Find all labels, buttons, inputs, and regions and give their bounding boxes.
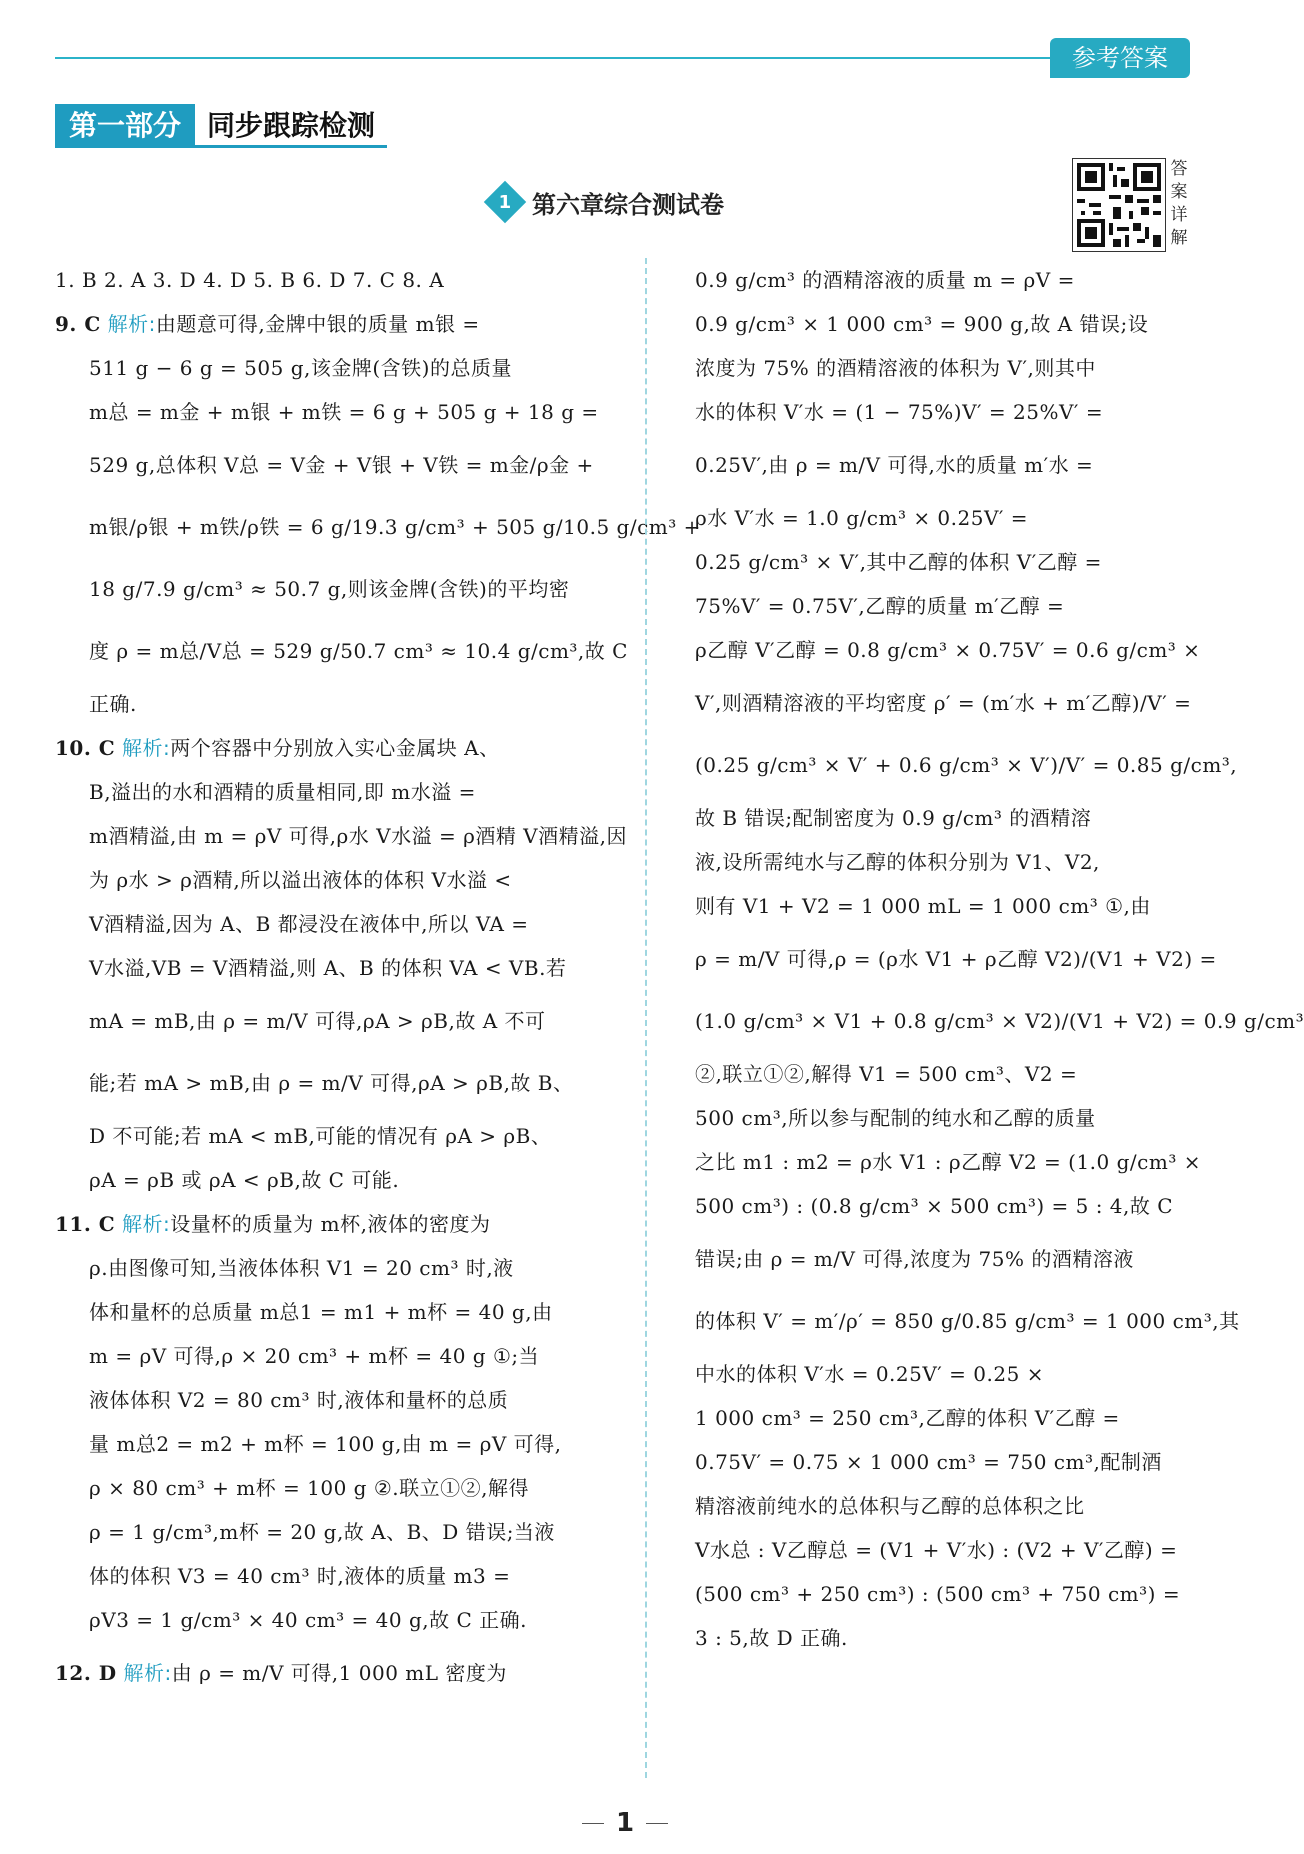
- answer-line: [695, 1352, 1195, 1396]
- answer-text: 水的体积 V′水 = (1 − 75%)V′ = 25%V′ =: [695, 400, 1104, 424]
- answer-line: [695, 1228, 1195, 1290]
- answer-text: 设量杯的质量为 m杯,液体的密度为: [170, 1212, 491, 1236]
- answer-line: [55, 1598, 595, 1642]
- answer-text: ρ水 V′水 = 1.0 g/cm³ × 0.25V′ =: [695, 506, 1029, 530]
- answer-text: (500 cm³ + 250 cm³) : (500 cm³ + 750 cm³) =: [695, 1582, 1181, 1606]
- answer-text: V水溢,VB = V酒精溢,则 A、B 的体积 VA < VB.若: [89, 956, 567, 980]
- answer-text: 能;若 mA > mB,由 ρ = m/V 可得,ρA > ρB,故 B、: [89, 1071, 574, 1095]
- answer-line: [55, 990, 595, 1052]
- answer-line: [55, 1334, 595, 1378]
- answer-line: [695, 928, 1217, 990]
- answer-text: ρ乙醇 V′乙醇 = 0.8 g/cm³ × 0.75V′ = 0.6 g/cm³ ×: [695, 638, 1201, 662]
- answer-line: [55, 1510, 595, 1554]
- answer-text: V水总 : V乙醇总 = (V1 + V′水) : (V2 + V′乙醇) =: [695, 1538, 1178, 1562]
- page-number: 1: [565, 1808, 685, 1838]
- left-answer-column: [55, 258, 701, 1704]
- answer-line: [55, 726, 595, 770]
- answer-text: 529 g,总体积 V总 = V金 + V银 + V铁 = m金/ρ金 +: [89, 453, 594, 477]
- answer-line: [55, 1642, 595, 1704]
- answer-line: [695, 840, 1195, 884]
- chapter-badge-number: 1: [498, 191, 512, 213]
- answer-text: 的体积 V′ = m′/ρ′ = 850 g/0.85 g/cm³ = 1 000 cm³,其: [695, 1309, 1240, 1333]
- analysis-tag: 解析:: [107, 312, 156, 336]
- answer-text: 18 g/7.9 g/cm³ ≈ 50.7 g,则该金牌(含铁)的平均密: [89, 577, 570, 601]
- answer-text: 0.25V′,由 ρ = m/V 可得,水的质量 m′水 =: [695, 453, 1094, 477]
- answer-text: ρ = 1 g/cm³,m杯 = 20 g,故 A、B、D 错误;当液: [89, 1520, 555, 1544]
- answer-text: ②,联立①②,解得 V1 = 500 cm³、V2 =: [695, 1062, 1078, 1086]
- answer-line: [695, 628, 1201, 672]
- answer-text: 511 g − 6 g = 505 g,该金牌(含铁)的总质量: [89, 356, 512, 380]
- answer-text: 度 ρ = m总/V总 = 529 g/50.7 cm³ ≈ 10.4 g/cm³,故 C: [89, 639, 628, 663]
- answer-text: 1 000 cm³ = 250 cm³,乙醇的体积 V′乙醇 =: [695, 1406, 1120, 1430]
- answer-text: 由 ρ = m/V 可得,1 000 mL 密度为: [171, 1661, 507, 1685]
- answer-line: [695, 434, 1195, 496]
- answer-line: [695, 1440, 1195, 1484]
- question-number: 9. C: [55, 312, 101, 336]
- qr-caption-char: 答: [1170, 159, 1188, 179]
- answer-text: 3 : 5,故 D 正确.: [695, 1626, 848, 1650]
- chapter-badge: [484, 181, 526, 223]
- answer-text: D 不可能;若 mA < mB,可能的情况有 ρA > ρB、: [89, 1124, 552, 1148]
- answer-text: V酒精溢,因为 A、B 都浸没在液体中,所以 VA =: [89, 912, 529, 936]
- answer-text: m银/ρ银 + m铁/ρ铁 = 6 g/19.3 g/cm³ + 505 g/10.5 g/cm³ +: [89, 515, 701, 539]
- answer-text: (1.0 g/cm³ × V1 + 0.8 g/cm³ × V2)/(V1 + V2) = 0.9 g/cm³: [695, 1009, 1304, 1033]
- answer-text: 1. B 2. A 3. D 4. D 5. B 6. D 7. C 8. A: [55, 268, 445, 292]
- answer-text: 液,设所需纯水与乙醇的体积分别为 V1、V2,: [695, 850, 1100, 874]
- question-number: 10. C: [55, 736, 116, 760]
- answer-line: [695, 540, 1195, 584]
- answer-line: [695, 1616, 1195, 1660]
- analysis-tag: 解析:: [123, 1661, 172, 1685]
- answer-text: 0.9 g/cm³ × 1 000 cm³ = 900 g,故 A 错误;设: [695, 312, 1149, 336]
- answer-text: V′,则酒精溶液的平均密度 ρ′ = (m′水 + m′乙醇)/V′ =: [695, 691, 1192, 715]
- answer-line: [55, 1378, 595, 1422]
- answer-line: [55, 390, 599, 434]
- answer-text: ρA = ρB 或 ρA < ρB,故 C 可能.: [89, 1168, 400, 1192]
- answer-text: 0.9 g/cm³ 的酒精溶液的质量 m = ρV =: [695, 268, 1075, 292]
- answer-line: [55, 1290, 595, 1334]
- answer-text: ρV3 = 1 g/cm³ × 40 cm³ = 40 g,故 C 正确.: [89, 1608, 527, 1632]
- answer-text: 浓度为 75% 的酒精溶液的体积为 V′,则其中: [695, 356, 1096, 380]
- part-header: [55, 104, 387, 148]
- answer-text: m = ρV 可得,ρ × 20 cm³ + m杯 = 40 g ①;当: [89, 1344, 540, 1368]
- question-number: 11. C: [55, 1212, 116, 1236]
- chapter-title: 第六章综合测试卷: [532, 190, 724, 219]
- answer-text: 由题意可得,金牌中银的质量 m银 =: [155, 312, 480, 336]
- answer-text: 体的体积 V3 = 40 cm³ 时,液体的质量 m3 =: [89, 1564, 511, 1588]
- part-title: 同步跟踪检测: [195, 104, 387, 148]
- answer-line: [55, 434, 595, 496]
- answer-line: [55, 814, 627, 858]
- answer-line: [55, 1554, 595, 1598]
- answer-line: [695, 884, 1195, 928]
- qr-caption: [1166, 158, 1192, 250]
- answer-line: [55, 1158, 595, 1202]
- answer-line: [55, 1466, 595, 1510]
- answer-line: [695, 990, 1304, 1052]
- answer-line: [55, 770, 595, 814]
- answer-line: [695, 1184, 1195, 1228]
- answer-line: [55, 1246, 595, 1290]
- answer-line: [695, 302, 1195, 346]
- answer-text: 75%V′ = 0.75V′,乙醇的质量 m′乙醇 =: [695, 594, 1065, 618]
- answer-text: 量 m总2 = m2 + m杯 = 100 g,由 m = ρV 可得,: [89, 1432, 562, 1456]
- answer-line: [695, 1052, 1195, 1096]
- answer-text: 正确.: [89, 692, 137, 716]
- answer-line: [55, 620, 628, 682]
- answer-line: [695, 346, 1195, 390]
- answer-text: ρ × 80 cm³ + m杯 = 100 g ②.联立①②,解得: [89, 1476, 529, 1500]
- answer-text: ρ.由图像可知,当液体体积 V1 = 20 cm³ 时,液: [89, 1256, 514, 1280]
- answer-line: [695, 1528, 1195, 1572]
- qr-caption-char: 案: [1170, 182, 1188, 202]
- answer-line: [55, 346, 595, 390]
- answer-line: [695, 1396, 1195, 1440]
- answer-text: 之比 m1 : m2 = ρ水 V1 : ρ乙醇 V2 = (1.0 g/cm³ ×: [695, 1150, 1201, 1174]
- answer-text: 错误;由 ρ = m/V 可得,浓度为 75% 的酒精溶液: [695, 1247, 1134, 1271]
- answer-text: 中水的体积 V′水 = 0.25V′ = 0.25 ×: [695, 1362, 1044, 1386]
- qr-code-icon[interactable]: [1072, 158, 1166, 252]
- answer-text: 为 ρ水 > ρ酒精,所以溢出液体的体积 V水溢 <: [89, 868, 512, 892]
- answer-text: 则有 V1 + V2 = 1 000 mL = 1 000 cm³ ①,由: [695, 894, 1151, 918]
- answer-line: [55, 858, 595, 902]
- chapter-heading: [490, 182, 724, 222]
- answer-text: B,溢出的水和酒精的质量相同,即 m水溢 =: [89, 780, 476, 804]
- answer-line: [55, 558, 595, 620]
- answer-line: [695, 1140, 1201, 1184]
- answer-line: [695, 1290, 1240, 1352]
- answer-text: ρ = m/V 可得,ρ = (ρ水 V1 + ρ乙醇 V2)/(V1 + V2) =: [695, 947, 1217, 971]
- answer-line: [55, 1052, 595, 1114]
- reference-answers-tab: 参考答案: [1050, 38, 1190, 78]
- answer-text: 故 B 错误;配制密度为 0.9 g/cm³ 的酒精溶: [695, 806, 1092, 830]
- answer-line: [55, 682, 595, 726]
- answer-line: [695, 584, 1195, 628]
- answer-line: [695, 496, 1195, 540]
- answer-line: [695, 796, 1195, 840]
- answer-line: [55, 902, 595, 946]
- answer-line: [695, 1484, 1195, 1528]
- answer-text: 两个容器中分别放入实心金属块 A、: [170, 736, 500, 760]
- top-rule: [55, 57, 1055, 59]
- answer-line: [55, 258, 595, 302]
- answer-text: 500 cm³) : (0.8 g/cm³ × 500 cm³) = 5 : 4,故 C: [695, 1194, 1174, 1218]
- answer-text: 0.75V′ = 0.75 × 1 000 cm³ = 750 cm³,配制酒: [695, 1450, 1162, 1474]
- qr-caption-char: 详: [1170, 205, 1188, 225]
- analysis-tag: 解析:: [122, 736, 171, 760]
- answer-text: 500 cm³,所以参与配制的纯水和乙醇的质量: [695, 1106, 1096, 1130]
- part-number: 第一部分: [55, 104, 195, 148]
- answer-text: 体和量杯的总质量 m总1 = m1 + m杯 = 40 g,由: [89, 1300, 553, 1324]
- question-number: 12. D: [55, 1661, 117, 1685]
- answer-line: [55, 1202, 595, 1246]
- answer-line: [695, 672, 1195, 734]
- answer-line: [55, 1422, 595, 1466]
- answer-text: 0.25 g/cm³ × V′,其中乙醇的体积 V′乙醇 =: [695, 550, 1102, 574]
- analysis-tag: 解析:: [122, 1212, 171, 1236]
- right-answer-column: [695, 258, 1304, 1660]
- answer-text: m酒精溢,由 m = ρV 可得,ρ水 V水溢 = ρ酒精 V酒精溢,因: [89, 824, 627, 848]
- answer-line: [55, 496, 701, 558]
- answer-line: [695, 258, 1195, 302]
- answer-text: m总 = m金 + m银 + m铁 = 6 g + 505 g + 18 g =: [89, 400, 599, 424]
- answer-text: 液体体积 V2 = 80 cm³ 时,液体和量杯的总质: [89, 1388, 509, 1412]
- answer-text: (0.25 g/cm³ × V′ + 0.6 g/cm³ × V′)/V′ = 0.85 g/cm³,: [695, 753, 1238, 777]
- answer-line: [695, 390, 1195, 434]
- column-divider: [645, 258, 647, 1778]
- answer-line: [695, 734, 1238, 796]
- answer-line: [55, 302, 595, 346]
- answer-line: [695, 1096, 1195, 1140]
- answer-line: [695, 1572, 1195, 1616]
- qr-caption-char: 解: [1170, 228, 1188, 248]
- answer-text: 精溶液前纯水的总体积与乙醇的总体积之比: [695, 1494, 1085, 1518]
- answer-line: [55, 946, 595, 990]
- answer-line: [55, 1114, 595, 1158]
- answer-text: mA = mB,由 ρ = m/V 可得,ρA > ρB,故 A 不可: [89, 1009, 546, 1033]
